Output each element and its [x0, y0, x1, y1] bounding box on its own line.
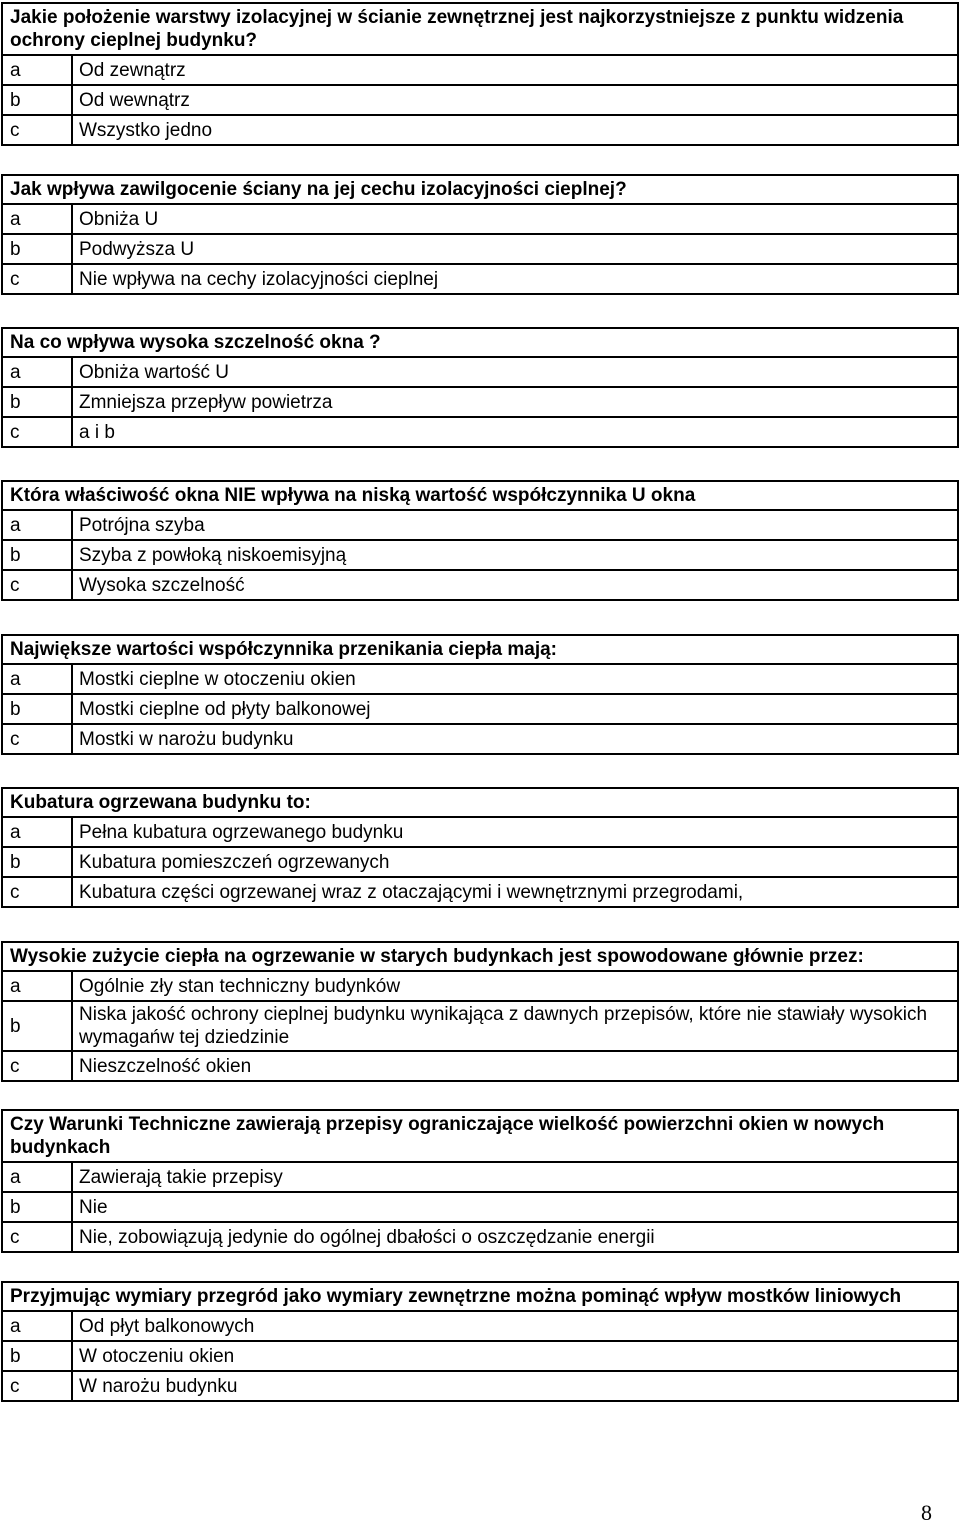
- question-block: [1, 1281, 959, 1402]
- option-letter: a: [2, 204, 72, 234]
- option-text: Od płyt balkonowych: [72, 1311, 958, 1341]
- option-letter: c: [2, 877, 72, 907]
- answer-option: [2, 1162, 958, 1192]
- option-letter: b: [2, 540, 72, 570]
- option-letter: a: [2, 817, 72, 847]
- answer-option: [2, 510, 958, 540]
- question-block: [1, 941, 959, 1082]
- answer-option: [2, 204, 958, 234]
- answer-option: [2, 664, 958, 694]
- option-text: Zmniejsza przepływ powietrza: [72, 387, 958, 417]
- option-letter: c: [2, 570, 72, 600]
- option-letter: b: [2, 1341, 72, 1371]
- option-text: Wszystko jedno: [72, 115, 958, 145]
- option-text: Zawierają takie przepisy: [72, 1162, 958, 1192]
- question-block: [1, 174, 959, 295]
- option-letter: c: [2, 1222, 72, 1252]
- question-block: [1, 1109, 959, 1253]
- answer-option: [2, 234, 958, 264]
- option-letter: c: [2, 264, 72, 294]
- option-letter: b: [2, 85, 72, 115]
- question-text: Kubatura ogrzewana budynku to:: [2, 788, 958, 817]
- answer-option: [2, 115, 958, 145]
- question-text: Jakie położenie warstwy izolacyjnej w ścianie zewnętrznej jest najkorzystniejsze z punktu widzenia ochrony cieplnej budynku?: [2, 3, 958, 55]
- option-text: Potrójna szyba: [72, 510, 958, 540]
- option-letter: a: [2, 55, 72, 85]
- option-letter: b: [2, 847, 72, 877]
- answer-option: [2, 55, 958, 85]
- answer-option: [2, 357, 958, 387]
- option-text: Szyba z powłoką niskoemisyjną: [72, 540, 958, 570]
- option-text: Od wewnątrz: [72, 85, 958, 115]
- option-letter: c: [2, 1371, 72, 1401]
- option-text: Obniża U: [72, 204, 958, 234]
- answer-option: [2, 1341, 958, 1371]
- option-text: Obniża wartość U: [72, 357, 958, 387]
- option-text: Nie: [72, 1192, 958, 1222]
- option-letter: a: [2, 1162, 72, 1192]
- option-letter: b: [2, 694, 72, 724]
- option-letter: a: [2, 1311, 72, 1341]
- answer-option: [2, 1192, 958, 1222]
- answer-option: [2, 1371, 958, 1401]
- answer-option: [2, 694, 958, 724]
- option-letter: b: [2, 1192, 72, 1222]
- option-text: Mostki cieplne od płyty balkonowej: [72, 694, 958, 724]
- option-letter: b: [2, 234, 72, 264]
- answer-option: [2, 1222, 958, 1252]
- option-text: Nie wpływa na cechy izolacyjności cieplnej: [72, 264, 958, 294]
- question-text: Przyjmując wymiary przegród jako wymiary zewnętrzne można pominąć wpływ mostków liniowych: [2, 1282, 958, 1311]
- answer-option: [2, 387, 958, 417]
- option-text: Od zewnątrz: [72, 55, 958, 85]
- option-text: W narożu budynku: [72, 1371, 958, 1401]
- option-letter: a: [2, 971, 72, 1001]
- answer-option: [2, 1311, 958, 1341]
- option-letter: c: [2, 115, 72, 145]
- question-block: [1, 480, 959, 601]
- option-text: Podwyższa U: [72, 234, 958, 264]
- option-letter: a: [2, 510, 72, 540]
- option-text: Nie, zobowiązują jedynie do ogólnej dbałości o oszczędzanie energii: [72, 1222, 958, 1252]
- answer-option: [2, 264, 958, 294]
- option-text: Mostki w narożu budynku: [72, 724, 958, 754]
- answer-option: [2, 85, 958, 115]
- question-text: Która właściwość okna NIE wpływa na niską wartość współczynnika U okna: [2, 481, 958, 510]
- option-text: Mostki cieplne w otoczeniu okien: [72, 664, 958, 694]
- page-number: 8: [921, 1500, 932, 1525]
- question-text: Jak wpływa zawilgocenie ściany na jej cechu izolacyjności cieplnej?: [2, 175, 958, 204]
- option-letter: c: [2, 724, 72, 754]
- option-text: Wysoka szczelność: [72, 570, 958, 600]
- option-letter: b: [2, 1001, 72, 1051]
- option-text: W otoczeniu okien: [72, 1341, 958, 1371]
- option-letter: b: [2, 387, 72, 417]
- option-text: a i b: [72, 417, 958, 447]
- answer-option: [2, 724, 958, 754]
- question-block: [1, 787, 959, 908]
- answer-option: [2, 540, 958, 570]
- option-text: Kubatura części ogrzewanej wraz z otaczającymi i wewnętrznymi przegrodami,: [72, 877, 958, 907]
- answer-option: [2, 570, 958, 600]
- question-text: Największe wartości współczynnika przenikania ciepła mają:: [2, 635, 958, 664]
- option-text: Pełna kubatura ogrzewanego budynku: [72, 817, 958, 847]
- question-text: Wysokie zużycie ciepła na ogrzewanie w starych budynkach jest spowodowane głównie przez:: [2, 942, 958, 971]
- answer-option: [2, 417, 958, 447]
- answer-option: [2, 847, 958, 877]
- option-text: Niska jakość ochrony cieplnej budynku wynikająca z dawnych przepisów, które nie stawiały wysokich wymagańw tej dziedzinie: [72, 1001, 958, 1051]
- question-block: [1, 634, 959, 755]
- option-text: Kubatura pomieszczeń ogrzewanych: [72, 847, 958, 877]
- question-text: Czy Warunki Techniczne zawierają przepisy ograniczające wielkość powierzchni okien w nowych budynkach: [2, 1110, 958, 1162]
- answer-option: [2, 817, 958, 847]
- option-text: Ogólnie zły stan techniczny budynków: [72, 971, 958, 1001]
- question-text: Na co wpływa wysoka szczelność okna ?: [2, 328, 958, 357]
- option-letter: c: [2, 1051, 72, 1081]
- option-text: Nieszczelność okien: [72, 1051, 958, 1081]
- answer-option: [2, 1051, 958, 1081]
- answer-option: [2, 971, 958, 1001]
- option-letter: a: [2, 357, 72, 387]
- question-block: [1, 327, 959, 448]
- answer-option: [2, 877, 958, 907]
- option-letter: c: [2, 417, 72, 447]
- question-block: [1, 2, 959, 146]
- answer-option: [2, 1001, 958, 1051]
- option-letter: a: [2, 664, 72, 694]
